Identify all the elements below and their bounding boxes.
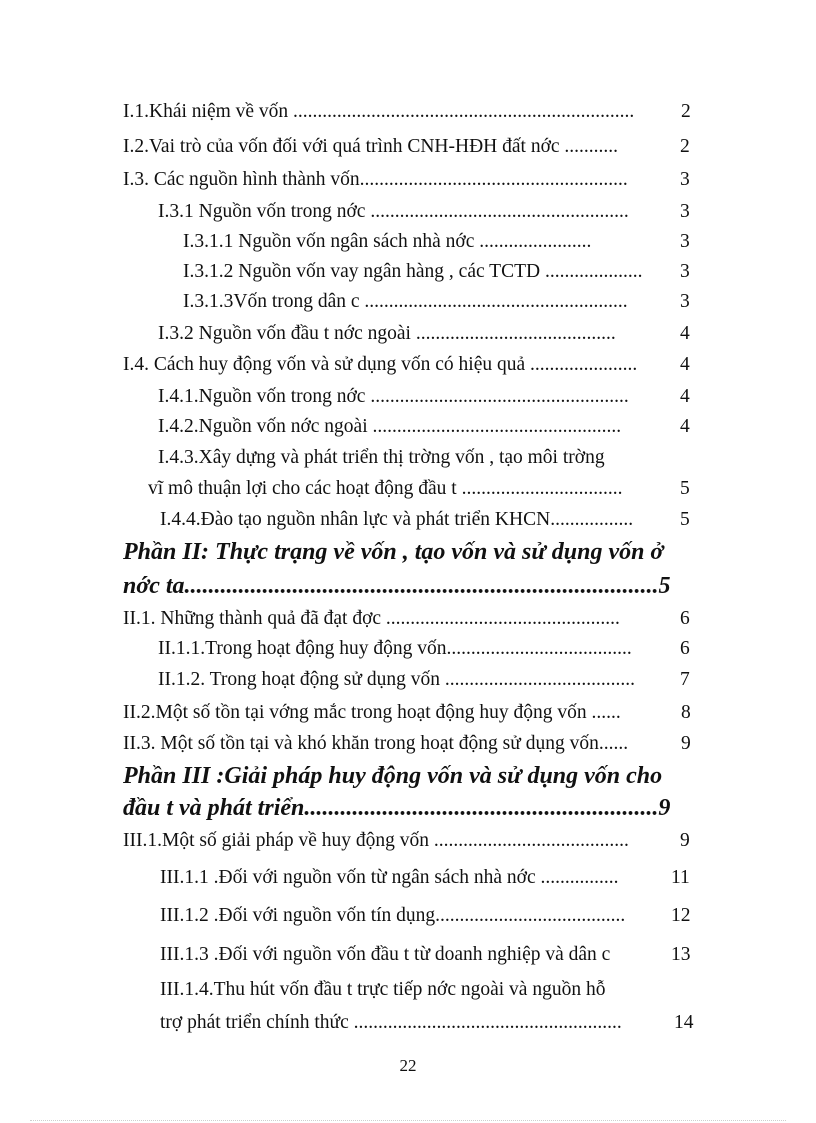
toc-entry-page: 4: [680, 386, 690, 407]
toc-entry-title: I.3.1.2 Nguồn vốn vay ngân hàng , các TCTD ....................: [183, 261, 643, 282]
toc-entry-title: I.1.Khái niệm về vốn ......................................................................: [123, 101, 635, 122]
toc-entry-page: 14: [674, 1012, 694, 1033]
section-heading-text: Phần III :Giải pháp huy động vốn và sử dụng vốn cho: [123, 763, 663, 789]
toc-entry-title: III.1.2 .Đối với nguồn vốn tín dụng.......................................: [160, 905, 626, 926]
toc-entry-page: 6: [680, 608, 690, 629]
toc-entry-title: I.4. Cách huy động vốn và sử dụng vốn có hiệu quả ......................: [123, 354, 638, 375]
toc-entry-title: II.1.2. Trong hoạt động sử dụng vốn .......................................: [158, 669, 635, 690]
toc-entry-title: III.1.3 .Đối với nguồn vốn đầu t từ doanh nghiệp và dân c: [160, 944, 611, 965]
toc-entry-page: 8: [681, 702, 691, 723]
toc-entry-title: I.4.4.Đào tạo nguồn nhân lực và phát triển KHCN.................: [160, 509, 634, 530]
toc-entry-page: 2: [680, 136, 690, 157]
toc-entry-page: 2: [681, 101, 691, 122]
toc-entry-page: 5: [680, 478, 690, 499]
toc-entry-title: II.2.Một số tồn tại vớng mắc trong hoạt động huy động vốn ......: [123, 702, 621, 723]
toc-entry-title: I.3.1.3Vốn trong dân c ......................................................: [183, 291, 628, 312]
toc-entry-title: I.3.1.1 Nguồn vốn ngân sách nhà nớc .......................: [183, 231, 592, 252]
toc-entry-page: 3: [680, 291, 690, 312]
toc-entry-title: II.3. Một số tồn tại và khó khăn trong hoạt động sử dụng vốn......: [123, 733, 629, 754]
toc-entry-title: I.3.2 Nguồn vốn đầu t nớc ngoài .........................................: [158, 323, 616, 344]
toc-entry-page: 9: [681, 733, 691, 754]
toc-entry-page: 4: [680, 354, 690, 375]
toc-entry-title: I.3.1 Nguồn vốn trong nớc .....................................................: [158, 201, 629, 222]
toc-entry-page: 4: [680, 416, 690, 437]
toc-entry-page: 13: [671, 944, 691, 965]
section-heading-text: Phần II: Thực trạng về vốn , tạo vốn và sử dụng vốn ở: [123, 539, 664, 565]
toc-entry-page: 3: [680, 261, 690, 282]
toc-entry-page: 11: [671, 867, 690, 888]
toc-entry-title: I.4.1.Nguồn vốn trong nớc .....................................................: [158, 386, 629, 407]
toc-entry-title: I.3. Các nguồn hình thành vốn.......................................................: [123, 169, 628, 190]
toc-entry-page: 3: [680, 169, 690, 190]
toc-entry-title: III.1.Một số giải pháp về huy động vốn ........................................: [123, 830, 629, 851]
toc-entry-page: 7: [680, 669, 690, 690]
toc-entry-title: I.4.3.Xây dựng và phát triển thị trờng vốn , tạo môi trờng: [158, 447, 605, 468]
page-number: 22: [399, 1056, 417, 1075]
toc-entry-title: II.1. Những thành quả đã đạt đợc ................................................: [123, 608, 620, 629]
toc-entry-title: vĩ mô thuận lợi cho các hoạt động đầu t .................................: [148, 478, 623, 499]
toc-entry-title: I.4.2.Nguồn vốn nớc ngoài ...................................................: [158, 416, 622, 437]
toc-entry-page: 3: [680, 201, 690, 222]
toc-entry-page: 3: [680, 231, 690, 252]
toc-entry-page: 4: [680, 323, 690, 344]
toc-entry-title: III.1.1 .Đối với nguồn vốn từ ngân sách nhà nớc ................: [160, 867, 619, 888]
toc-entry-title: III.1.4.Thu hút vốn đầu t trực tiếp nớc ngoài và nguồn hỗ: [160, 979, 606, 1000]
toc-entry-title: I.2.Vai trò của vốn đối với quá trình CNH-HĐH đất nớc ...........: [123, 136, 619, 157]
page-bottom-divider: [30, 1120, 786, 1121]
toc-entry-page: 5: [680, 509, 690, 530]
section-heading-text: đầu t và phát triển...........................................................9: [123, 795, 671, 821]
toc-entry-page: 12: [671, 905, 691, 926]
toc-entry-page: 6: [680, 638, 690, 659]
toc-entry-title: II.1.1.Trong hoạt động huy động vốn......................................: [158, 638, 632, 659]
toc-entry-page: 9: [680, 830, 690, 851]
toc-entry-title: trợ phát triển chính thức .......................................................: [160, 1012, 622, 1033]
section-heading-text: nớc ta...............................................................................5: [123, 573, 671, 599]
